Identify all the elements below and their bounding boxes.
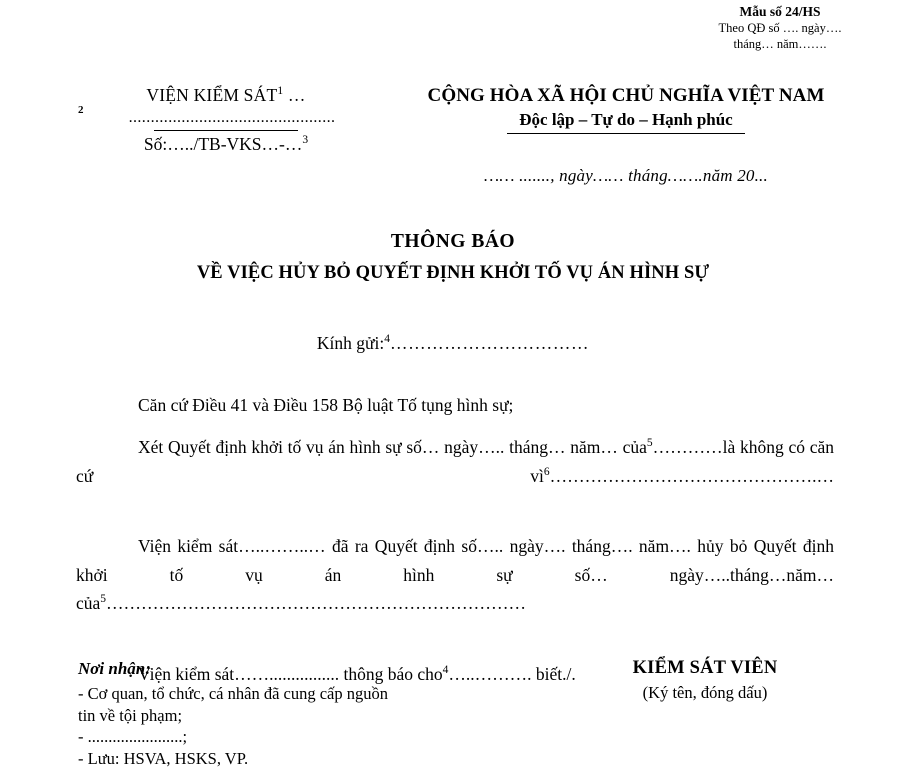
reviewed-decision-footnote-marker-1: 5 xyxy=(646,437,653,450)
cancellation-text-a: Viện kiểm sát…..……..… đã ra Quyết định số….. ngày…. tháng…. năm…. hủy bỏ Quyết định khởi tố vụ án hình sự số… ngày…..tháng…năm… của xyxy=(76,536,834,614)
recipients-block xyxy=(78,658,508,770)
national-name: CỘNG HÒA XÃ HỘI CHỦ NGHĨA VIỆT NAM xyxy=(427,85,825,106)
reviewed-decision-text-b: …………là không có căn cứ vì xyxy=(76,437,835,486)
recipient-list-item: - Cơ quan, tổ chức, cá nhân đã cung cấp nguồn xyxy=(78,683,388,703)
issuing-authority-name xyxy=(76,84,376,107)
form-code-reference-line-1: Theo QĐ số …. ngày…. xyxy=(718,20,842,35)
recipient-dots: …………………………… xyxy=(389,333,590,353)
document-header xyxy=(0,84,906,194)
body-paragraph-cancellation xyxy=(76,532,834,645)
notification-text-a: Viện kiểm sát……................ thông báo cho xyxy=(138,663,443,684)
recipient-list-item: - Lưu: HSVA, HSKS, VP. xyxy=(78,749,249,769)
recipient-label: Kính gửi: xyxy=(316,333,385,353)
body-paragraph-legal-basis xyxy=(76,391,834,419)
issuing-unit-footnote-marker: 2 xyxy=(78,103,84,116)
issuing-authority-suffix: … xyxy=(287,85,306,105)
body-paragraph-reviewed-decision xyxy=(76,433,834,518)
document-number-footnote-marker: 3 xyxy=(302,133,309,146)
reviewed-decision-text-c: ……………………………………….… xyxy=(549,465,834,486)
document-footer xyxy=(0,658,906,776)
national-motto-underline xyxy=(507,133,745,134)
issuing-authority-footnote-marker: 1 xyxy=(277,85,284,98)
recipient-list-item: tin về tội phạm; xyxy=(78,705,183,725)
form-code-reference-line-2: tháng… năm……. xyxy=(733,36,827,51)
place-date-line: …… ......., ngày…… tháng…….năm 20... xyxy=(484,165,768,185)
document-number-text: Số:…../TB-VKS…-… xyxy=(143,133,303,154)
issuing-authority-underline xyxy=(154,130,298,131)
legal-basis-text: Căn cứ Điều 41 và Điều 158 Bộ luật Tố tụng hình sự; xyxy=(138,395,514,415)
issuing-unit-dots: ............................................... xyxy=(128,108,336,126)
recipient-footnote-marker: 4 xyxy=(384,333,390,346)
cancellation-text-b: ……………………………………………………………… xyxy=(106,593,527,614)
document-title-block xyxy=(0,231,906,284)
document-subject-title: VỀ VIỆC HỦY BỎ QUYẾT ĐỊNH KHỞI TỐ VỤ ÁN HÌNH SỰ xyxy=(196,263,710,283)
form-code-block xyxy=(660,4,900,52)
recipients-label: Nơi nhận: xyxy=(78,659,151,678)
reviewed-decision-footnote-marker-2: 6 xyxy=(543,465,550,478)
recipient-line xyxy=(0,333,906,354)
signer-instruction: (Ký tên, đóng dấu) xyxy=(642,683,768,702)
notification-footnote-marker: 4 xyxy=(442,663,449,676)
reviewed-decision-text-a: Xét Quyết định khởi tố vụ án hình sự số… ngày….. tháng… năm… của xyxy=(138,437,647,458)
signature-block xyxy=(540,658,870,703)
cancellation-footnote-marker: 5 xyxy=(100,593,107,606)
issuing-authority-text: VIỆN KIỂM SÁT xyxy=(146,85,278,105)
notification-text-b: …..………. biết./. xyxy=(448,663,576,684)
issuing-authority-block xyxy=(76,84,376,155)
signer-title: KIỂM SÁT VIÊN xyxy=(632,658,778,678)
issuing-unit-dotted-line xyxy=(76,103,376,129)
recipient-list-item: - .......................; xyxy=(78,727,188,747)
document-body xyxy=(76,391,834,688)
document-number-line xyxy=(76,133,376,156)
national-heading-block xyxy=(396,84,856,186)
national-motto: Độc lập – Tự do – Hạnh phúc xyxy=(519,109,733,129)
form-code-title: Mẫu số 24/HS xyxy=(739,4,821,19)
document-type-title: THÔNG BÁO xyxy=(390,231,516,252)
